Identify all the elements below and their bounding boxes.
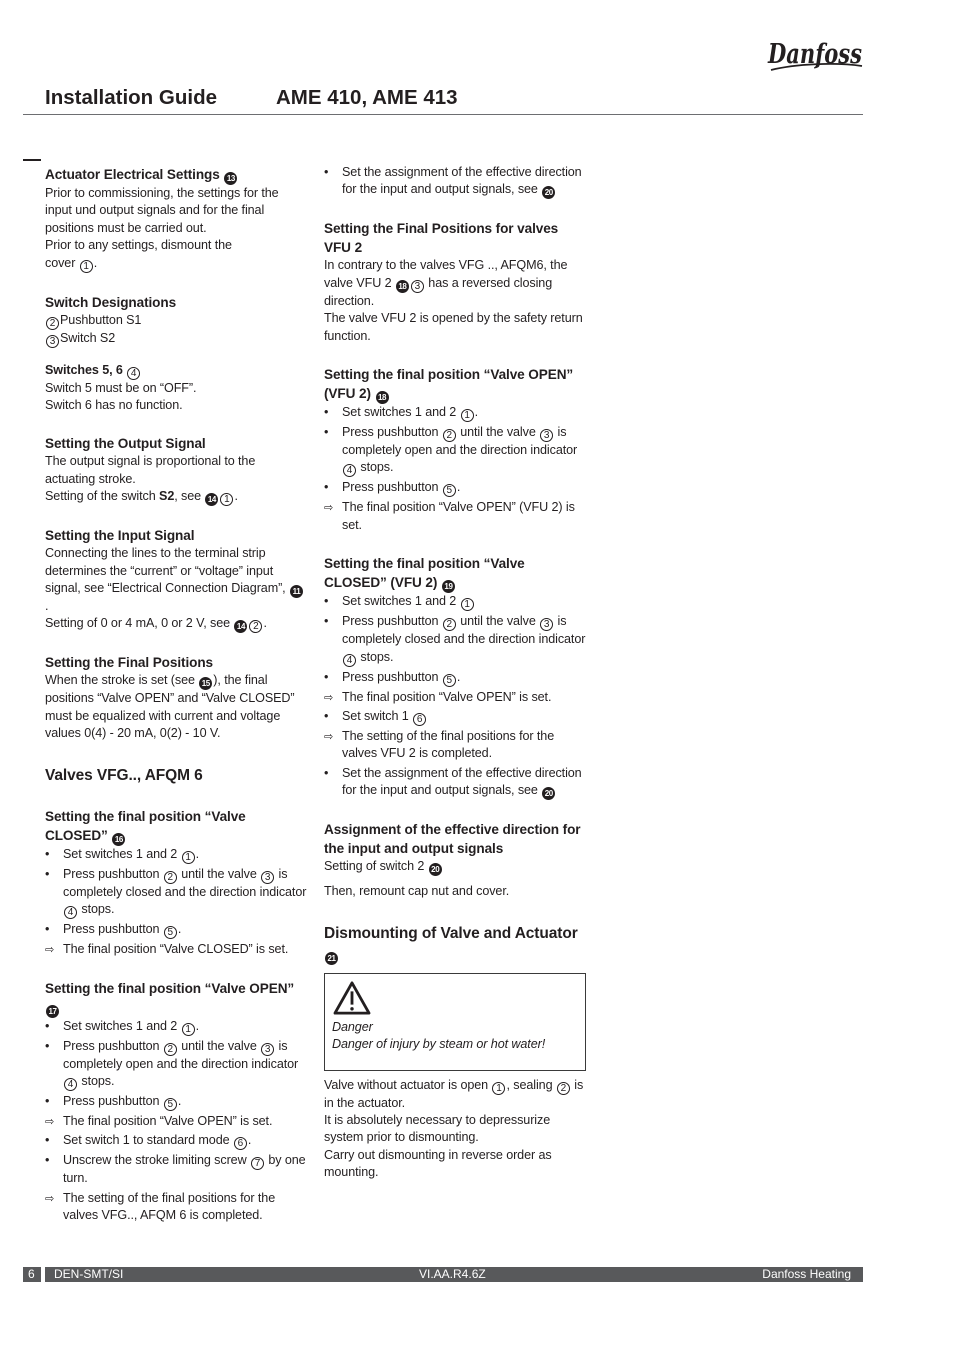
danger-title: Danger bbox=[332, 1019, 373, 1034]
margin-mark bbox=[23, 159, 41, 161]
position-marker-icon: 2 bbox=[164, 1043, 177, 1056]
section-heading bbox=[45, 807, 307, 846]
text-run: Valve without actuator is open bbox=[324, 1077, 492, 1092]
section-heading bbox=[324, 820, 586, 858]
list-item-text bbox=[63, 1018, 307, 1036]
position-marker-icon: 1 bbox=[80, 260, 93, 273]
text-run: . bbox=[93, 255, 98, 270]
arrow-icon: ⇨ bbox=[324, 730, 334, 744]
list-item bbox=[45, 1132, 307, 1150]
position-marker-icon: 7 bbox=[251, 1157, 264, 1170]
footer-bar bbox=[45, 1267, 863, 1282]
bullet-icon: • bbox=[45, 1153, 50, 1168]
text-run: Prior to commissioning, the settings for the input und output signals and for the final positions must be carried out. bbox=[45, 186, 279, 235]
figure-ref-icon: 20 bbox=[429, 863, 442, 876]
text-run: is in the actuator. bbox=[324, 1077, 584, 1110]
text-run: Setting the final position “Valve CLOSED” (VFU 2) bbox=[324, 556, 525, 591]
paragraph bbox=[324, 1077, 586, 1182]
section-heading bbox=[45, 434, 307, 453]
text-run: Setting the final position “Valve OPEN” bbox=[45, 980, 295, 996]
text-run: . bbox=[195, 846, 200, 861]
text-run: Setting of the switch bbox=[45, 489, 160, 504]
footer-page-box bbox=[23, 1267, 41, 1282]
figure-ref-icon: 15 bbox=[199, 677, 212, 690]
danfoss-logo bbox=[765, 33, 865, 75]
text-run: Press pushbutton bbox=[342, 425, 442, 440]
figure-ref-icon: 14 bbox=[234, 620, 247, 633]
text-line bbox=[324, 1147, 586, 1182]
position-marker-icon: 5 bbox=[443, 484, 456, 497]
text-run: Set switches 1 and 2 bbox=[342, 594, 460, 609]
left-column bbox=[45, 165, 307, 1227]
text-line bbox=[324, 858, 586, 876]
list-item-text bbox=[63, 1152, 307, 1187]
figure-ref-icon: 11 bbox=[290, 585, 303, 598]
section-heading bbox=[45, 979, 307, 1018]
list-item bbox=[324, 689, 586, 706]
bullet-icon: • bbox=[324, 425, 329, 440]
text-run: . bbox=[177, 1093, 182, 1108]
list-item bbox=[45, 1018, 307, 1036]
figure-ref-icon: 18 bbox=[376, 391, 389, 404]
figure-ref-icon: 19 bbox=[442, 580, 455, 593]
position-marker-icon: 4 bbox=[127, 367, 140, 380]
bullet-list bbox=[324, 164, 586, 199]
section-heading bbox=[45, 293, 307, 312]
text-run: . bbox=[247, 1133, 252, 1148]
section-title bbox=[324, 923, 586, 965]
arrow-icon: ⇨ bbox=[324, 501, 334, 515]
text-run: stops. bbox=[78, 1073, 115, 1088]
bullet-list bbox=[324, 404, 586, 534]
text-run: Press pushbutton bbox=[63, 1038, 163, 1053]
text-run: The final position “Valve OPEN” is set. bbox=[63, 1113, 273, 1128]
text-run: Set switches 1 and 2 bbox=[63, 1018, 181, 1033]
bullet-icon: • bbox=[324, 165, 329, 179]
footer-company: Danfoss Heating bbox=[762, 1267, 851, 1281]
bullet-icon: • bbox=[45, 1038, 50, 1053]
text-run: ), the final positions “Valve OPEN” and “Valve CLOSED” must be equalized with current and voltage values 0(4) - 20 mA, 0(2) - 10 V. bbox=[45, 673, 295, 741]
position-marker-icon: 5 bbox=[443, 674, 456, 687]
section-title bbox=[45, 765, 307, 786]
list-item-text bbox=[63, 1038, 307, 1091]
position-marker-icon: 4 bbox=[343, 654, 356, 667]
text-run: cover bbox=[45, 255, 79, 270]
position-marker-icon: 2 bbox=[443, 429, 456, 442]
list-item bbox=[45, 1093, 307, 1111]
text-run: Setting of switch 2 bbox=[324, 859, 428, 874]
text-line bbox=[45, 488, 307, 506]
position-marker-icon: 5 bbox=[164, 926, 177, 939]
list-item-text bbox=[63, 866, 307, 919]
text-run: In contrary to the valves VFG .., AFQM6, the valve VFU 2 bbox=[324, 258, 568, 290]
text-run: Setting the final position “Valve CLOSED” bbox=[45, 808, 246, 843]
text-run: Setting of 0 or 4 mA, 0 or 2 V, see bbox=[45, 616, 234, 631]
text-run: The output signal is proportional to the actuating stroke. bbox=[45, 454, 256, 486]
text-run: Assignment of the effective direction for the input and output signals bbox=[324, 822, 581, 857]
text-run: Press pushbutton bbox=[63, 922, 163, 937]
text-run: Connecting the lines to the terminal strip determines the “current” or “voltage” input signal, see “Electrical Connection Diagram”, bbox=[45, 546, 289, 596]
text-run: Switch S2 bbox=[60, 330, 116, 345]
paragraph bbox=[45, 545, 307, 633]
paragraph bbox=[324, 257, 586, 345]
position-marker-icon: 2 bbox=[164, 871, 177, 884]
footer-department: DEN-SMT/SI bbox=[54, 1267, 124, 1281]
bullet-icon: • bbox=[324, 480, 329, 495]
position-marker-icon: 3 bbox=[411, 280, 424, 293]
figure-ref-icon: 17 bbox=[46, 1005, 59, 1018]
text-run: Press pushbutton bbox=[342, 614, 442, 629]
text-run: by one turn. bbox=[63, 1153, 306, 1186]
text-run: Set the assignment of the effective direction for the input and output signals, see bbox=[342, 765, 582, 798]
text-line bbox=[45, 545, 307, 615]
text-run: Set switches 1 and 2 bbox=[342, 405, 460, 420]
text-run: . bbox=[456, 480, 461, 495]
position-marker-icon: 6 bbox=[234, 1137, 247, 1150]
position-marker-icon: 1 bbox=[492, 1082, 505, 1095]
list-item bbox=[324, 613, 586, 666]
list-item-text bbox=[342, 404, 586, 422]
text-run: Set switches 1 and 2 bbox=[63, 846, 181, 861]
figure-ref-icon: 20 bbox=[542, 787, 555, 800]
text-run: The setting of the final positions for the valves VFG.., AFQM 6 is completed. bbox=[63, 1190, 276, 1223]
list-item-text bbox=[63, 921, 307, 939]
text-run: Switch 5 must be on “OFF”. bbox=[45, 380, 197, 395]
position-marker-icon: 4 bbox=[64, 906, 77, 919]
text-run: . bbox=[177, 922, 182, 937]
text-run: Switch 6 has no function. bbox=[45, 398, 183, 413]
position-marker-icon: 4 bbox=[343, 464, 356, 477]
text-run: until the valve bbox=[456, 614, 540, 629]
bullet-icon: • bbox=[324, 765, 329, 780]
text-run: Press pushbutton bbox=[63, 1093, 163, 1108]
text-run: Setting the Final Positions bbox=[45, 655, 213, 671]
figure-ref-icon: 16 bbox=[112, 833, 125, 846]
arrow-icon: ⇨ bbox=[45, 1114, 55, 1128]
text-run: is completely open and the direction indicator bbox=[342, 425, 578, 458]
text-run: has a reversed closing direction. bbox=[324, 275, 553, 308]
text-run: Pushbutton S1 bbox=[60, 312, 142, 327]
text-run: Set switch 1 bbox=[342, 709, 413, 724]
list-item-text bbox=[342, 424, 586, 477]
text-line bbox=[45, 330, 307, 348]
list-item-text bbox=[342, 479, 586, 497]
text-line bbox=[45, 615, 307, 633]
text-run: Set switch 1 to standard mode bbox=[63, 1133, 233, 1148]
bullet-icon: • bbox=[45, 1018, 50, 1033]
text-run: The final position “Valve CLOSED” is set. bbox=[63, 942, 289, 957]
text-line bbox=[324, 1112, 586, 1147]
list-item bbox=[45, 921, 307, 939]
right-column bbox=[324, 164, 586, 1182]
bullet-list bbox=[45, 1018, 307, 1225]
paragraph bbox=[45, 185, 307, 273]
text-line bbox=[45, 312, 307, 330]
list-item-text bbox=[63, 941, 307, 958]
text-line bbox=[324, 883, 586, 900]
text-line bbox=[45, 380, 307, 397]
paragraph bbox=[45, 453, 307, 506]
paragraph bbox=[45, 672, 307, 742]
figure-ref-icon: 20 bbox=[542, 186, 555, 199]
arrow-icon: ⇨ bbox=[45, 943, 55, 957]
position-marker-icon: 1 bbox=[182, 851, 195, 864]
position-marker-icon: 3 bbox=[540, 618, 553, 631]
figure-ref-icon: 14 bbox=[205, 493, 218, 506]
document-title: Installation Guide bbox=[45, 86, 217, 109]
list-item-text bbox=[342, 669, 586, 687]
sub-heading bbox=[45, 361, 307, 380]
text-run: is completely closed and the direction indicator bbox=[63, 866, 307, 899]
bold-text: S2 bbox=[159, 489, 175, 504]
list-item-text bbox=[63, 846, 307, 864]
text-run: Valves VFG.., AFQM 6 bbox=[45, 766, 203, 784]
list-item-text bbox=[342, 728, 586, 763]
text-run: . bbox=[263, 616, 267, 631]
position-marker-icon: 2 bbox=[557, 1082, 570, 1095]
text-run: Setting the Output Signal bbox=[45, 436, 206, 452]
list-item-text bbox=[342, 164, 586, 199]
text-line bbox=[45, 672, 307, 742]
position-marker-icon: 5 bbox=[164, 1098, 177, 1111]
list-item-text bbox=[342, 593, 586, 611]
list-item bbox=[45, 941, 307, 958]
list-item bbox=[45, 846, 307, 864]
position-marker-icon: 3 bbox=[46, 335, 59, 348]
text-run: until the valve bbox=[177, 1038, 261, 1053]
list-item-text bbox=[63, 1132, 307, 1150]
list-item bbox=[324, 424, 586, 477]
text-run: It is absolutely necessary to depressurize system prior to dismounting. bbox=[324, 1112, 551, 1145]
arrow-icon: ⇨ bbox=[324, 690, 334, 704]
bullet-icon: • bbox=[324, 614, 329, 629]
list-item bbox=[45, 1113, 307, 1130]
danger-box bbox=[324, 973, 586, 1071]
text-line bbox=[45, 397, 307, 414]
bullet-list bbox=[324, 593, 586, 800]
bullet-icon: • bbox=[45, 866, 50, 881]
list-item-text bbox=[63, 1093, 307, 1111]
paragraph bbox=[324, 858, 586, 900]
bullet-icon: • bbox=[324, 405, 329, 420]
position-marker-icon: 1 bbox=[461, 598, 474, 611]
text-run: Press pushbutton bbox=[342, 669, 442, 684]
text-run: . bbox=[45, 599, 49, 614]
position-marker-icon: 4 bbox=[64, 1078, 77, 1091]
text-run: The final position “Valve OPEN” (VFU 2) is set. bbox=[342, 500, 575, 532]
text-run: Prior to any settings, dismount the bbox=[45, 238, 232, 253]
bullet-icon: • bbox=[45, 1133, 50, 1148]
page-number: 6 bbox=[28, 1267, 35, 1281]
text-run: , sealing bbox=[506, 1077, 556, 1092]
list-item bbox=[45, 1190, 307, 1225]
list-item-text bbox=[342, 499, 586, 534]
position-marker-icon: 1 bbox=[182, 1023, 195, 1036]
footer-document-code: VI.AA.R4.6Z bbox=[419, 1267, 486, 1281]
text-run: The valve VFU 2 is opened by the safety return function. bbox=[324, 311, 583, 343]
list-item-text bbox=[63, 1190, 307, 1225]
bullet-icon: • bbox=[324, 669, 329, 684]
list-item bbox=[324, 164, 586, 199]
warning-triangle-icon bbox=[333, 981, 371, 1015]
text-line bbox=[324, 257, 586, 310]
list-item bbox=[45, 1152, 307, 1187]
paragraph bbox=[45, 312, 307, 348]
list-item bbox=[324, 728, 586, 763]
list-item bbox=[45, 866, 307, 919]
bullet-list bbox=[45, 846, 307, 959]
position-marker-icon: 1 bbox=[461, 409, 474, 422]
figure-ref-icon: 21 bbox=[325, 952, 338, 965]
text-run: Setting the final position “Valve OPEN” (VFU 2) bbox=[324, 367, 574, 402]
list-item bbox=[324, 499, 586, 534]
list-item bbox=[324, 404, 586, 422]
list-item bbox=[45, 1038, 307, 1091]
text-run: , see bbox=[174, 489, 205, 504]
danger-text: Danger of injury by steam or hot water! bbox=[332, 1037, 546, 1052]
list-item-text bbox=[342, 613, 586, 666]
text-run: stops. bbox=[357, 460, 394, 475]
text-run: Press pushbutton bbox=[63, 866, 163, 881]
text-line bbox=[45, 185, 307, 237]
list-item-text bbox=[63, 1113, 307, 1130]
text-run: Unscrew the stroke limiting screw bbox=[63, 1153, 250, 1168]
list-item-text bbox=[342, 689, 586, 706]
text-run: When the stroke is set (see bbox=[45, 673, 199, 688]
paragraph bbox=[45, 380, 307, 415]
text-line bbox=[45, 237, 307, 272]
text-run: Carry out dismounting in reverse order as mounting. bbox=[324, 1147, 552, 1180]
section-heading bbox=[45, 165, 307, 185]
text-run: is completely closed and the direction indicator bbox=[342, 614, 586, 647]
text-run: Then, remount cap nut and cover. bbox=[324, 884, 510, 899]
text-run: Setting the Final Positions for valves VFU 2 bbox=[324, 221, 559, 256]
bullet-icon: • bbox=[324, 594, 329, 609]
text-run: . bbox=[234, 489, 238, 504]
bullet-icon: • bbox=[45, 846, 50, 861]
list-item bbox=[324, 593, 586, 611]
list-item bbox=[324, 765, 586, 800]
list-item bbox=[324, 708, 586, 726]
text-run: . bbox=[195, 1018, 200, 1033]
position-marker-icon: 2 bbox=[443, 618, 456, 631]
text-run: Switch Designations bbox=[45, 294, 177, 310]
text-run: The final position “Valve OPEN” is set. bbox=[342, 689, 552, 704]
figure-ref-icon: 13 bbox=[224, 172, 237, 185]
text-run: until the valve bbox=[177, 866, 261, 881]
text-run: Switches 5, 6 bbox=[45, 362, 127, 377]
text-run: is completely open and the direction indicator bbox=[63, 1038, 299, 1071]
position-marker-icon: 1 bbox=[220, 493, 233, 506]
section-heading bbox=[45, 526, 307, 545]
text-line bbox=[324, 310, 586, 345]
position-marker-icon: 6 bbox=[413, 713, 426, 726]
text-run: until the valve bbox=[456, 425, 540, 440]
list-item-text bbox=[342, 708, 586, 726]
position-marker-icon: 2 bbox=[46, 317, 59, 330]
logo-wordmark: Danfoss bbox=[767, 39, 862, 70]
list-item bbox=[324, 669, 586, 687]
position-marker-icon: 3 bbox=[261, 1043, 274, 1056]
figure-ref-icon: 18 bbox=[396, 280, 409, 293]
section-heading bbox=[45, 653, 307, 672]
text-run: . bbox=[456, 669, 461, 684]
text-run: . bbox=[474, 405, 479, 420]
text-run: Press pushbutton bbox=[342, 480, 442, 495]
section-heading bbox=[324, 365, 586, 404]
bullet-icon: • bbox=[45, 1093, 50, 1108]
text-run: stops. bbox=[357, 649, 394, 664]
arrow-icon: ⇨ bbox=[45, 1191, 55, 1205]
section-heading bbox=[324, 219, 586, 257]
text-run: Setting the Input Signal bbox=[45, 528, 195, 544]
text-run: stops. bbox=[78, 902, 115, 917]
product-title: AME 410, AME 413 bbox=[276, 86, 458, 109]
bullet-icon: • bbox=[45, 922, 50, 937]
text-line bbox=[45, 453, 307, 488]
text-run: Dismounting of Valve and Actuator bbox=[324, 924, 578, 942]
text-line bbox=[324, 876, 586, 883]
position-marker-icon: 3 bbox=[540, 429, 553, 442]
bullet-icon: • bbox=[324, 709, 329, 724]
header-rule bbox=[23, 114, 863, 115]
text-line bbox=[324, 1077, 586, 1112]
position-marker-icon: 3 bbox=[261, 871, 274, 884]
text-run: The setting of the final positions for the valves VFU 2 is completed. bbox=[342, 729, 555, 761]
text-run: Actuator Electrical Settings bbox=[45, 167, 224, 182]
list-item-text bbox=[342, 765, 586, 800]
text-run: Set the assignment of the effective direction for the input and output signals, see bbox=[342, 165, 582, 197]
position-marker-icon: 2 bbox=[249, 620, 262, 633]
list-item bbox=[324, 479, 586, 497]
section-heading bbox=[324, 554, 586, 593]
